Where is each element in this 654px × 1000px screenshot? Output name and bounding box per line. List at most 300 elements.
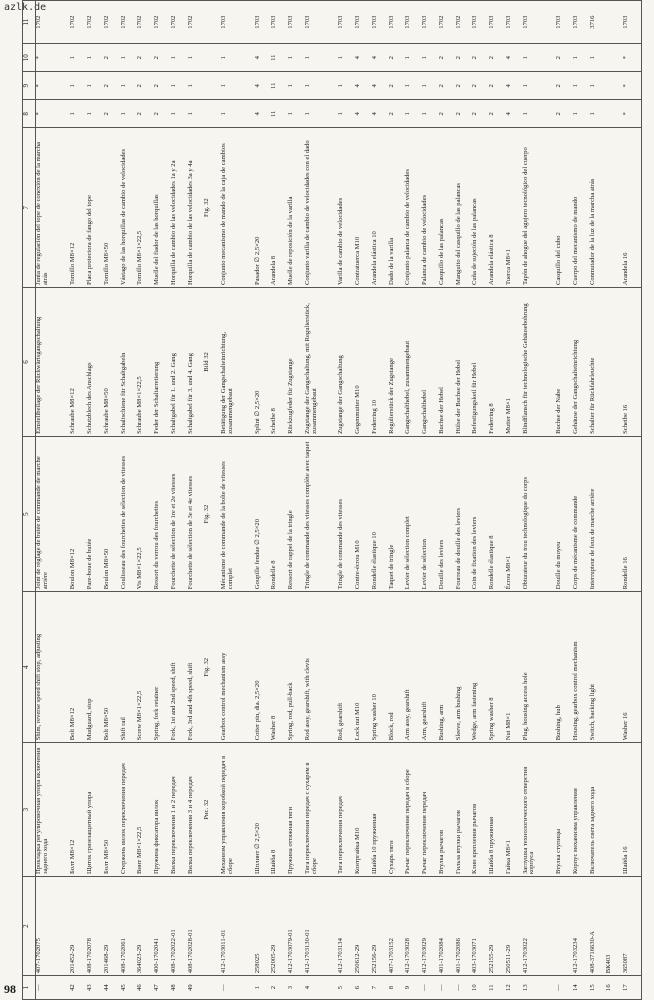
cell-part-number: 403-1703071 xyxy=(472,877,489,976)
cell-name-french: Mécanisme de commande de la boîte de vitesses complet xyxy=(221,436,255,591)
cell-qty-col10: 2 xyxy=(104,44,121,72)
cell-part-number: 412-1703234 xyxy=(573,877,590,976)
cell-name-spanish: Arandela 16 xyxy=(623,128,641,288)
cell-qty-col10: 1 xyxy=(221,44,255,72)
cell-part-number: 408-1702078 xyxy=(87,877,104,976)
table-row xyxy=(221,1,255,1000)
cell-item-number: — xyxy=(221,976,255,1000)
table-row xyxy=(255,1,272,1000)
cell-qty-col8: 2 xyxy=(104,100,121,128)
cell-part-number xyxy=(556,877,573,976)
cell-qty-col8: 1 xyxy=(188,100,205,128)
header-col-1: 1 xyxy=(23,976,36,1000)
cell-qty-col9: * xyxy=(623,72,641,100)
cell-name-german: Schraube M8×1×22,5 xyxy=(137,288,154,437)
cell-group-code: 1702 xyxy=(456,1,473,44)
cell-qty-col9: 2 xyxy=(104,72,121,100)
page-number: 98 xyxy=(4,982,16,996)
cell-name-spanish: Cuerpo del mecanismo de mando xyxy=(573,128,590,288)
cell-part-number: 412-1703079-01 xyxy=(288,877,305,976)
table-row xyxy=(188,1,205,1000)
header-col-7: 7 xyxy=(23,128,36,288)
table-row xyxy=(271,1,288,1000)
cell-qty-col8: 1 xyxy=(171,100,188,128)
cell-name-russian: Прокладка регулировочная упора включения заднего хода xyxy=(36,743,71,877)
cell-group-code: 1703 xyxy=(472,1,489,44)
cell-part-number: 412-1703029 xyxy=(422,877,439,976)
cell-qty-col8: 1 xyxy=(422,100,439,128)
cell-qty-col9: 1 xyxy=(171,72,188,100)
cell-item-number: 10 xyxy=(472,976,489,1000)
cell-name-french: Rondelle élastique 8 xyxy=(489,436,506,591)
cell-name-spanish: Arandela elástica 10 xyxy=(372,128,389,288)
cell-qty-col8: 2 xyxy=(389,100,406,128)
cell-qty-col10: 2 xyxy=(556,44,573,72)
cell-item-number: 11 xyxy=(489,976,506,1000)
header-col-10: 10 xyxy=(23,44,36,72)
cell-name-english: Mudguard, stop xyxy=(87,592,104,743)
cell-group-code: 1702 xyxy=(36,1,71,44)
cell-name-russian: Шайба 8 пружинная xyxy=(489,743,506,877)
cell-name-german: Blindflansch für technologische Gehäusebohrung xyxy=(523,288,557,437)
cell-name-spanish: Horquilla de cambio de las velocidades 3a y 4a xyxy=(188,128,205,288)
cell-qty-col9: 1 xyxy=(573,72,590,100)
cell-name-german: Betätigung der Gangschalteinrichtung, zusammengebaut xyxy=(221,288,255,437)
cell-qty-col8: 1 xyxy=(523,100,557,128)
cell-name-french: Rondelle élastique 10 xyxy=(372,436,389,591)
cell-item-number: 1 xyxy=(255,976,272,1000)
cell-item-number: 13 xyxy=(523,976,557,1000)
cell-name-french: Douille du moyeu xyxy=(556,436,573,591)
cell-name-english: Fork, 3rd and 4th speed, shift xyxy=(188,592,205,743)
cell-name-german: Schalter für Rückfahrleuchte xyxy=(590,288,607,437)
cell-qty-col10: 2 xyxy=(389,44,406,72)
cell-name-russian: Шайба 8 xyxy=(271,743,288,877)
table-row xyxy=(489,1,506,1000)
table-row xyxy=(305,1,339,1000)
cell-part-number: ВК403 xyxy=(606,877,623,976)
cell-group-code: 1703 xyxy=(372,1,389,44)
cell-name-french: Goupille fendue ∅ 2,5×20 xyxy=(255,436,272,591)
cell-name-spanish: Arandela elástica 8 xyxy=(489,128,506,288)
cell-qty-col10: 4 xyxy=(255,44,272,72)
cell-part-number: 408-1702061 xyxy=(121,877,138,976)
cell-name-spanish: Tornillo M8×50 xyxy=(104,128,121,288)
cell-name-spanish: Arandela 8 xyxy=(271,128,288,288)
cell-group-code: 1703 xyxy=(255,1,272,44)
cell-name-french xyxy=(606,436,623,591)
cell-qty-col10: 1 xyxy=(590,44,607,72)
cell-name-russian: Тяга переключения передач xyxy=(338,743,355,877)
cell-item-number: 6 xyxy=(355,976,372,1000)
cell-qty-col9: 4 xyxy=(506,72,523,100)
cell-part-number: 400-1702041 xyxy=(154,877,171,976)
cell-part-number: 408-1702022-01 xyxy=(171,877,188,976)
cell-part-number: 364023-29 xyxy=(137,877,154,976)
cell-qty-col9: 1 xyxy=(338,72,355,100)
cell-qty-col10: 1 xyxy=(121,44,138,72)
cell-name-spanish: Tornillo M8×1×22,5 xyxy=(137,128,154,288)
cell-group-code: 1703 xyxy=(523,1,557,44)
cell-name-russian xyxy=(606,743,623,877)
watermark: azlk.de xyxy=(4,2,47,13)
cell-group-code: 1703 xyxy=(556,1,573,44)
cell-name-german: Schaltschiene für Schaltgabeln xyxy=(121,288,138,437)
cell-name-german: Mutter M8×1 xyxy=(506,288,523,437)
cell-name-russian: Рычаг переключения передач xyxy=(422,743,439,877)
cell-item-number: 4 xyxy=(305,976,339,1000)
cell-name-english: Gearbox control mechanism assy xyxy=(221,592,255,743)
table-row xyxy=(623,1,641,1000)
cell-name-english: Spring, fork retainer xyxy=(154,592,171,743)
cell-group-code: 1702 xyxy=(87,1,104,44)
header-col-9: 9 xyxy=(23,72,36,100)
cell-name-french: Pare-boue de butée xyxy=(87,436,104,591)
table-row xyxy=(171,1,188,1000)
cell-qty-col8: 1 xyxy=(405,100,422,128)
cell-part-number: 252156-29 xyxy=(372,877,389,976)
cell-name-english: Block, rod xyxy=(389,592,406,743)
cell-name-russian: Вилка переключения 3 и 4 передач xyxy=(188,743,205,877)
cell-name-english: Sleeve, arm bushing xyxy=(456,592,473,743)
cell-name-french: Boulon M8×12 xyxy=(70,436,87,591)
cell-name-german: Gangschalthebel, zusammengebaut xyxy=(405,288,422,437)
cell-qty-col10: 2 xyxy=(456,44,473,72)
cell-name-german: Einstellbeilage der Rückwärtsgangschaltung xyxy=(36,288,71,437)
cell-name-german: Schaltgabel für 1. und 2. Gang xyxy=(171,288,188,437)
table-row xyxy=(154,1,171,1000)
cell-group-code: 3716 xyxy=(590,1,607,44)
cell-part-number: 401-1702084 xyxy=(439,877,456,976)
cell-qty-col9: 4 xyxy=(372,72,389,100)
cell-qty-col9: 2 xyxy=(137,72,154,100)
cell-qty-col9: 1 xyxy=(590,72,607,100)
cell-name-english: Spring, rod, pull-back xyxy=(288,592,305,743)
cell-name-english: Rod assy, gearshift, with clevis xyxy=(305,592,339,743)
cell-group-code xyxy=(606,1,623,44)
cell-name-german: Federring 8 xyxy=(489,288,506,437)
cell-name-russian: Болт М8×50 xyxy=(104,743,121,877)
cell-name-russian: Гайка М8×1 xyxy=(506,743,523,877)
cell-name-german: Gehäuse der Gangschalteinrichtung xyxy=(573,288,590,437)
cell-qty-col8: 1 xyxy=(573,100,590,128)
cell-name-english xyxy=(606,592,623,743)
cell-qty-col9: 1 xyxy=(87,72,104,100)
cell-qty-col10: 2 xyxy=(472,44,489,72)
cell-name-english: Washer 8 xyxy=(271,592,288,743)
cell-qty-col10: * xyxy=(623,44,641,72)
cell-name-russian: Вилка переключения 1 и 2 передач xyxy=(171,743,188,877)
cell-name-spanish: Varilla de cambio de velocidades xyxy=(338,128,355,288)
cell-qty-col9 xyxy=(606,72,623,100)
cell-name-french: Taquet de tringle xyxy=(389,436,406,591)
table-row xyxy=(355,1,372,1000)
cell-name-russian: Втулка рычагов xyxy=(439,743,456,877)
table-row xyxy=(288,1,305,1000)
cell-qty-col9: 1 xyxy=(405,72,422,100)
cell-item-number: 47 xyxy=(154,976,171,1000)
cell-qty-col10 xyxy=(606,44,623,72)
cell-item-number: — xyxy=(556,976,573,1000)
cell-name-spanish: Vástago de las horquillas de cambio de velocidades xyxy=(121,128,138,288)
cell-qty-col9: 1 xyxy=(288,72,305,100)
cell-qty-col10: 1 xyxy=(70,44,87,72)
cell-name-russian: Включатель света заднего хода xyxy=(590,743,607,877)
header-row xyxy=(23,1,36,1000)
table-row xyxy=(36,1,71,1000)
cell-qty-col8: 2 xyxy=(439,100,456,128)
cell-name-german: Feder der Schaltarretierung xyxy=(154,288,171,437)
cell-name-russian: Щиток грязезащитный упора xyxy=(87,743,104,877)
cell-qty-col9: 1 xyxy=(121,72,138,100)
table-row xyxy=(523,1,557,1000)
empty-cell xyxy=(204,44,221,72)
cell-group-code: 1703 xyxy=(271,1,288,44)
header-col-11: 11 xyxy=(23,1,36,44)
cell-name-russian: Болт М8×12 xyxy=(70,743,87,877)
parts-table-body xyxy=(36,1,642,1000)
figure-reference-row xyxy=(204,1,221,1000)
cell-part-number: 407-1702075 xyxy=(36,877,71,976)
cell-qty-col9: 2 xyxy=(489,72,506,100)
cell-item-number: 17 xyxy=(623,976,641,1000)
cell-qty-col9: 2 xyxy=(439,72,456,100)
cell-group-code: 1703 xyxy=(221,1,255,44)
cell-item-number: 14 xyxy=(573,976,590,1000)
cell-name-english: Bolt M8×12 xyxy=(70,592,87,743)
cell-qty-col8: 1 xyxy=(305,100,339,128)
cell-name-russian: Клин крепления рычагов xyxy=(472,743,489,877)
cell-name-german: Zugstange der Gangschaltung xyxy=(338,288,355,437)
cell-qty-col10: 1 xyxy=(338,44,355,72)
cell-qty-col10: 1 xyxy=(171,44,188,72)
cell-name-english: Arm assy, gearshift xyxy=(405,592,422,743)
cell-name-russian: Гильза втулки рычагов xyxy=(456,743,473,877)
cell-item-number: 5 xyxy=(338,976,355,1000)
cell-name-german: Gangschalthebel xyxy=(422,288,439,437)
cell-name-spanish: Conjunto varilla de cambio de velocidades con el dado xyxy=(305,128,339,288)
cell-part-number: 250612-29 xyxy=(355,877,372,976)
cell-item-number: — xyxy=(422,976,439,1000)
cell-group-code: 1702 xyxy=(121,1,138,44)
cell-name-spanish: Tornillo M8×12 xyxy=(70,128,87,288)
cell-name-russian: Шплинт ∅ 2,5×20 xyxy=(255,743,272,877)
figure-reference: Рис. 32 xyxy=(204,743,221,877)
cell-name-english: Wedge, arm fastening xyxy=(472,592,489,743)
rotated-content xyxy=(22,0,642,1000)
cell-item-number: 42 xyxy=(70,976,87,1000)
cell-name-german: Buchse der Nabe xyxy=(556,288,573,437)
cell-qty-col10: 2 xyxy=(489,44,506,72)
cell-qty-col10: 1 xyxy=(288,44,305,72)
cell-qty-col9: 2 xyxy=(456,72,473,100)
cell-name-english: Spring washer 8 xyxy=(489,592,506,743)
cell-name-french: Vis M8×1×22,5 xyxy=(137,436,154,591)
cell-part-number: 408-1702028-01 xyxy=(188,877,205,976)
cell-item-number: 8 xyxy=(389,976,406,1000)
cell-qty-col9: 1 xyxy=(221,72,255,100)
empty-cell xyxy=(204,1,221,44)
cell-part-number: 365087 xyxy=(623,877,641,976)
cell-name-spanish: Tuerca M8×1 xyxy=(506,128,523,288)
cell-qty-col9: 2 xyxy=(556,72,573,100)
cell-name-russian: Корпус механизма управления xyxy=(573,743,590,877)
cell-part-number: 258025 xyxy=(255,877,272,976)
cell-name-french: Ressort de rappel de la tringle xyxy=(288,436,305,591)
cell-name-french: Fourchette de sélection de 1re et 2e vitesses xyxy=(171,436,188,591)
cell-name-spanish: Conjunto mecanismo de mando de la caja de cambios xyxy=(221,128,255,288)
cell-item-number: — xyxy=(456,976,473,1000)
header-col-3: 3 xyxy=(23,743,36,877)
cell-name-spanish: Casquillo del cubo xyxy=(556,128,573,288)
table-row xyxy=(87,1,104,1000)
cell-qty-col8: 2 xyxy=(489,100,506,128)
table-row xyxy=(104,1,121,1000)
cell-name-french: Coulisseau des fourchettes de sélection de vitesses xyxy=(121,436,138,591)
cell-qty-col9: 2 xyxy=(389,72,406,100)
cell-part-number: 407-1703152 xyxy=(389,877,406,976)
cell-qty-col9: 4 xyxy=(255,72,272,100)
cell-qty-col9: * xyxy=(36,72,71,100)
cell-group-code: 1703 xyxy=(288,1,305,44)
cell-name-german: Regulierstück der Zugstange xyxy=(389,288,406,437)
cell-qty-col8: 2 xyxy=(456,100,473,128)
cell-name-english: Nut M8×1 xyxy=(506,592,523,743)
cell-qty-col8: 1 xyxy=(121,100,138,128)
cell-name-french: Écrou M8×1 xyxy=(506,436,523,591)
cell-name-russian: Втулка ступицы xyxy=(556,743,573,877)
cell-name-russian: Шайба 16 xyxy=(623,743,641,877)
cell-name-english: Fork, 1st and 2nd speed, shift xyxy=(171,592,188,743)
cell-part-number: 252005-29 xyxy=(271,877,288,976)
cell-item-number: 49 xyxy=(188,976,205,1000)
cell-name-spanish: Cuña de sujeción de las palancas xyxy=(472,128,489,288)
cell-qty-col8: 4 xyxy=(372,100,389,128)
cell-name-spanish xyxy=(606,128,623,288)
cell-name-russian: Сухарь тяги xyxy=(389,743,406,877)
cell-part-number: 250511-29 xyxy=(506,877,523,976)
cell-group-code: 1703 xyxy=(389,1,406,44)
cell-qty-col10: 1 xyxy=(523,44,557,72)
cell-part-number: 252155-29 xyxy=(489,877,506,976)
page-rotated-area xyxy=(22,0,642,1000)
cell-qty-col9: 1 xyxy=(70,72,87,100)
cell-name-french: Joint de réglage de butée de commande de marche arrière xyxy=(36,436,71,591)
cell-group-code: 1703 xyxy=(422,1,439,44)
cell-name-russian: Рычаг переключения передач в сборе xyxy=(405,743,422,877)
cell-qty-col10: * xyxy=(36,44,71,72)
table-row xyxy=(372,1,389,1000)
cell-qty-col9: 1 xyxy=(188,72,205,100)
cell-item-number: 9 xyxy=(405,976,422,1000)
cell-name-french: Coin de fixation des leviers xyxy=(472,436,489,591)
cell-name-french: Corps de mécanisme de commande xyxy=(573,436,590,591)
cell-group-code: 1703 xyxy=(573,1,590,44)
cell-name-russian: Шайба 10 пружинная xyxy=(372,743,389,877)
cell-qty-col8: 1 xyxy=(221,100,255,128)
cell-name-spanish: Muelle del fiador de las horquillas xyxy=(154,128,171,288)
cell-name-spanish: Conjunto palanca de cambio de velocidades xyxy=(405,128,422,288)
cell-name-german xyxy=(606,288,623,437)
cell-group-code: 1702 xyxy=(188,1,205,44)
cell-group-code: 1703 xyxy=(489,1,506,44)
cell-qty-col10: 2 xyxy=(137,44,154,72)
cell-qty-col8 xyxy=(606,100,623,128)
cell-name-english: Plug, housing access hole xyxy=(523,592,557,743)
table-row xyxy=(405,1,422,1000)
cell-name-french: Fourreau de douille des leviers xyxy=(456,436,473,591)
cell-qty-col9: 1 xyxy=(305,72,339,100)
cell-qty-col9: 2 xyxy=(154,72,171,100)
cell-item-number: 7 xyxy=(372,976,389,1000)
cell-group-code: 1702 xyxy=(171,1,188,44)
cell-qty-col10: 2 xyxy=(154,44,171,72)
cell-qty-col8: 4 xyxy=(355,100,372,128)
empty-cell xyxy=(204,976,221,1000)
cell-part-number: 401-1702086 xyxy=(456,877,473,976)
table-row xyxy=(121,1,138,1000)
table-row xyxy=(606,1,623,1000)
cell-name-german: Splint ∅ 2,5×20 xyxy=(255,288,272,437)
cell-item-number: 3 xyxy=(288,976,305,1000)
header-col-4: 4 xyxy=(23,592,36,743)
cell-qty-col8: * xyxy=(36,100,71,128)
table-row xyxy=(338,1,355,1000)
cell-qty-col9: 2 xyxy=(472,72,489,100)
cell-qty-col10: 1 xyxy=(87,44,104,72)
cell-qty-col8: * xyxy=(623,100,641,128)
cell-qty-col8: 4 xyxy=(255,100,272,128)
table-row xyxy=(439,1,456,1000)
cell-item-number: — xyxy=(36,976,71,1000)
empty-cell xyxy=(204,72,221,100)
table-row xyxy=(556,1,573,1000)
cell-name-english: Lock nut M10 xyxy=(355,592,372,743)
cell-item-number: — xyxy=(439,976,456,1000)
cell-name-english: Bolt M8×50 xyxy=(104,592,121,743)
cell-name-german: Rückzugfeder für Zugstange xyxy=(288,288,305,437)
cell-name-english: Shift rail xyxy=(121,592,138,743)
cell-part-number: 412-1703130-01 xyxy=(305,877,339,976)
cell-group-code: 1703 xyxy=(305,1,339,44)
figure-reference: Fig. 32 xyxy=(204,592,221,743)
cell-name-german: Scheibe 16 xyxy=(623,288,641,437)
cell-name-french: Tringle de commande des vitesses xyxy=(338,436,355,591)
cell-qty-col9: 4 xyxy=(355,72,372,100)
cell-name-english: Rod, gearshift xyxy=(338,592,355,743)
table-row xyxy=(456,1,473,1000)
cell-name-spanish: Horquilla de cambio de las velocidades 1a y 2a xyxy=(171,128,188,288)
cell-name-russian: Пружина оттяжная тяги xyxy=(288,743,305,877)
cell-qty-col10: 4 xyxy=(372,44,389,72)
table-row xyxy=(70,1,87,1000)
cell-qty-col8: 1 xyxy=(338,100,355,128)
cell-name-french: Obturateur du trou technologique du corps xyxy=(523,436,557,591)
cell-qty-col8: 2 xyxy=(472,100,489,128)
cell-name-german: Scheibe 8 xyxy=(271,288,288,437)
cell-qty-col8: 1 xyxy=(70,100,87,128)
table-row xyxy=(573,1,590,1000)
cell-qty-col10: 1 xyxy=(405,44,422,72)
header-col-8: 8 xyxy=(23,100,36,128)
cell-name-french: Levier de sélection complet xyxy=(405,436,422,591)
cell-item-number: 46 xyxy=(137,976,154,1000)
cell-name-french: Levier de sélection xyxy=(422,436,439,591)
cell-qty-col8: 2 xyxy=(556,100,573,128)
cell-part-number: 201468-29 xyxy=(104,877,121,976)
cell-item-number: 44 xyxy=(104,976,121,1000)
cell-name-english: Bushing, hub xyxy=(556,592,573,743)
